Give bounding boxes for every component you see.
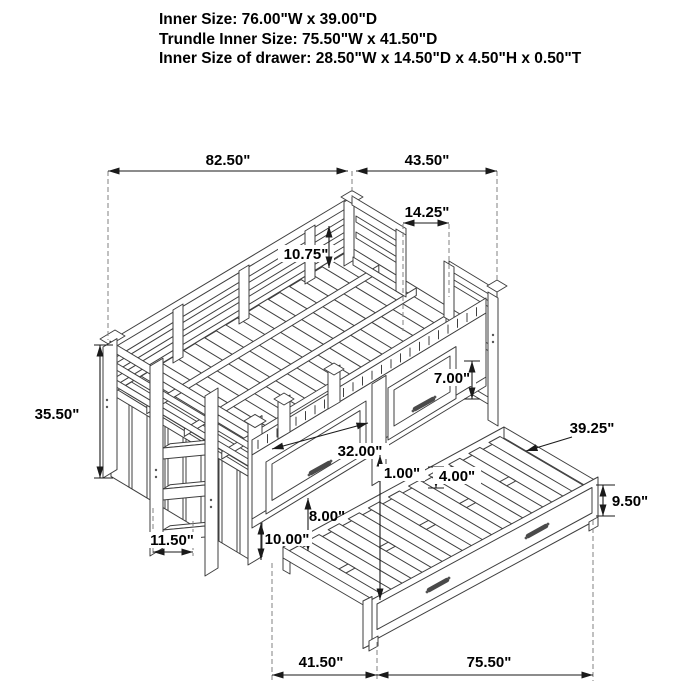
dim-trundle-extension — [526, 420, 614, 451]
dim-trundle-length — [377, 654, 593, 675]
dim-drawer-clearance-label: 8.00" — [308, 508, 346, 525]
ladder-stile-left — [150, 358, 163, 556]
ladder-stile-right — [205, 388, 218, 576]
dim-trundle-length-label: 75.50" — [466, 654, 512, 671]
trundle-inner-size-line: Trundle Inner Size: 75.50"W x 41.50"D — [159, 30, 438, 48]
dim-trundle-extension-label: 39.25" — [569, 420, 615, 437]
dim-overall-depth-label: 43.50" — [404, 152, 450, 169]
dim-trundle-height-label: 9.50" — [611, 493, 649, 510]
dim-slat-gap — [428, 467, 481, 488]
dim-trundle-height — [596, 485, 648, 516]
dim-guardrail-height-label: 10.75" — [283, 246, 329, 263]
left-corner-post — [103, 339, 117, 478]
dim-side-height-label: 35.50" — [34, 406, 80, 423]
inner-size-line: Inner Size: 76.00"W x 39.00"D — [159, 11, 378, 28]
dim-trundle-width-label: 41.50" — [298, 654, 344, 671]
dim-headboard-gap — [403, 204, 449, 223]
dim-overall-depth — [356, 152, 497, 171]
drawer-inner-size-line: Inner Size of drawer: 28.50"W x 14.50"D x 4.50"H x 0.50"T — [159, 50, 582, 67]
dim-ladder-depth-label: 11.50" — [150, 532, 194, 549]
dim-headboard-gap-label: 14.25" — [404, 204, 450, 221]
dim-drawer-width-label: 32.00" — [337, 443, 383, 460]
dim-trundle-width — [272, 654, 377, 675]
dim-underbed-clearance-label: 10.00" — [264, 531, 310, 548]
dim-slat-gap-label: 4.00" — [438, 468, 476, 485]
dim-drawer-height-label: 7.00" — [433, 370, 471, 387]
dim-overall-length — [108, 152, 348, 171]
dim-overall-length-label: 82.50" — [205, 152, 251, 169]
dim-bed-trundle-gap-label: 1.00" — [383, 465, 421, 482]
dim-side-height — [35, 345, 113, 478]
